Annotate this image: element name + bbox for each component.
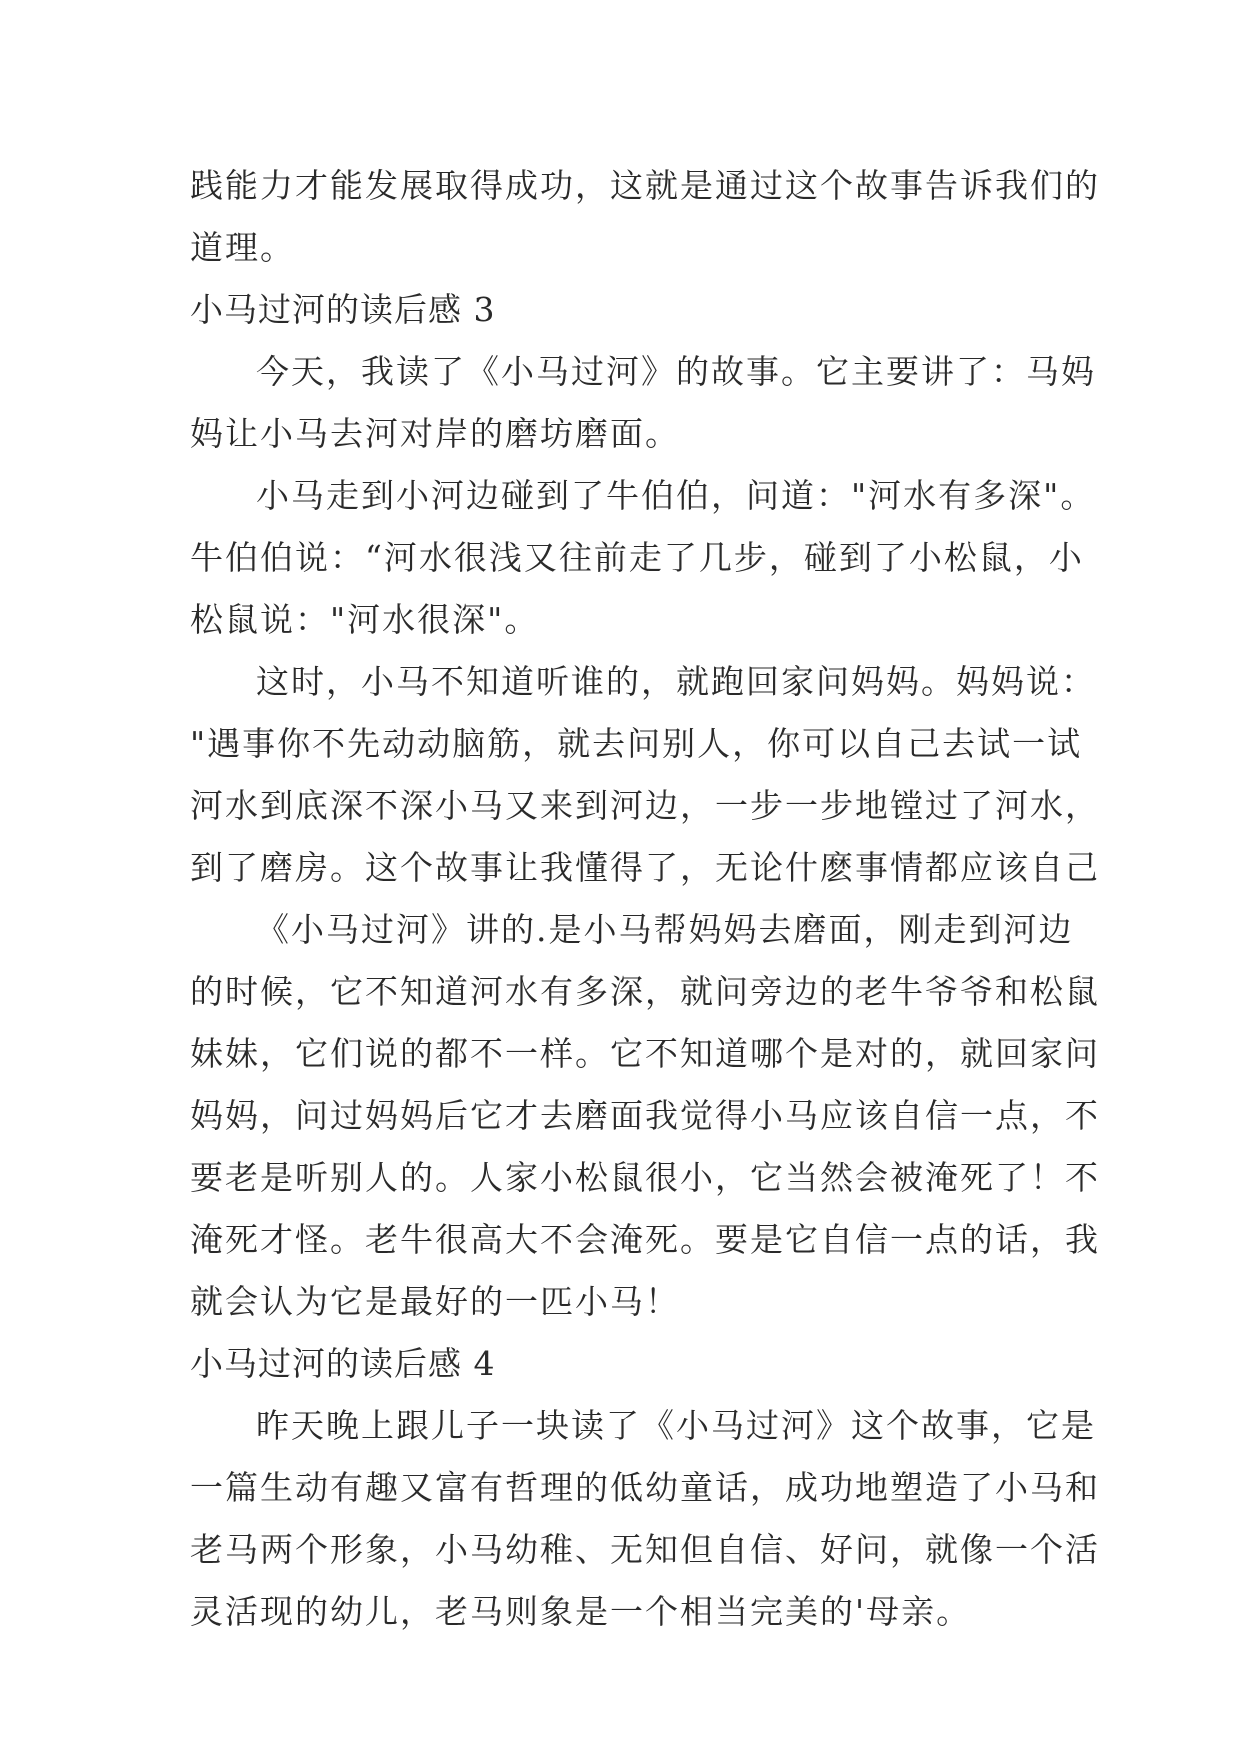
- paragraph-line: 就会认为它是最好的一匹小马！: [190, 1282, 680, 1321]
- paragraph-line: 践能力才能发展取得成功，这就是通过这个故事告诉我们的: [190, 166, 1100, 205]
- paragraph-first-line: 小马走到小河边碰到了牛伯伯，问道："河水有多深"。: [256, 476, 1096, 515]
- paragraph-line: 要老是听别人的。人家小松鼠很小，它当然会被淹死了！不: [190, 1158, 1100, 1197]
- section-heading: 小马过河的读后感 3: [190, 290, 496, 329]
- paragraph-line: 一篇生动有趣又富有哲理的低幼童话，成功地塑造了小马和: [190, 1468, 1100, 1507]
- paragraph-line: 妈让小马去河对岸的磨坊磨面。: [190, 414, 680, 453]
- paragraph-line: 道理。: [190, 228, 295, 267]
- paragraph-line: 的时候，它不知道河水有多深，就问旁边的老牛爷爷和松鼠: [190, 972, 1100, 1011]
- paragraph-first-line: 《小马过河》讲的.是小马帮妈妈去磨面，刚走到河边: [256, 910, 1074, 949]
- paragraph-line: 淹死才怪。老牛很高大不会淹死。要是它自信一点的话，我: [190, 1220, 1100, 1259]
- paragraph-line: "遇事你不先动动脑筋，就去问别人，你可以自己去试一试: [190, 724, 1083, 763]
- paragraph-line: 松鼠说："河水很深"。: [190, 600, 540, 639]
- section-heading: 小马过河的读后感 4: [190, 1344, 496, 1383]
- paragraph-line: 老马两个形象，小马幼稚、无知但自信、好问，就像一个活: [190, 1530, 1100, 1569]
- paragraph-first-line: 这时，小马不知道听谁的，就跑回家问妈妈。妈妈说：: [256, 662, 1096, 701]
- document-body: [190, 155, 1100, 1643]
- paragraph-line: 妈妈，问过妈妈后它才去磨面我觉得小马应该自信一点，不: [190, 1096, 1100, 1135]
- paragraph-line: 河水到底深不深小马又来到河边，一步一步地镗过了河水，: [190, 786, 1100, 825]
- paragraph-first-line: 今天，我读了《小马过河》的故事。它主要讲了：马妈: [256, 352, 1096, 391]
- paragraph-line: 妹妹，它们说的都不一样。它不知道哪个是对的，就回家问: [190, 1034, 1100, 1073]
- paragraph-line: 灵活现的幼儿，老马则象是一个相当完美的'母亲。: [190, 1592, 972, 1631]
- paragraph-line: 到了磨房。这个故事让我懂得了，无论什麽事情都应该自己: [190, 848, 1100, 887]
- paragraph-first-line: 昨天晚上跟儿子一块读了《小马过河》这个故事，它是: [256, 1406, 1096, 1445]
- paragraph-line: 牛伯伯说：“河水很浅又往前走了几步，碰到了小松鼠，小: [190, 538, 1084, 577]
